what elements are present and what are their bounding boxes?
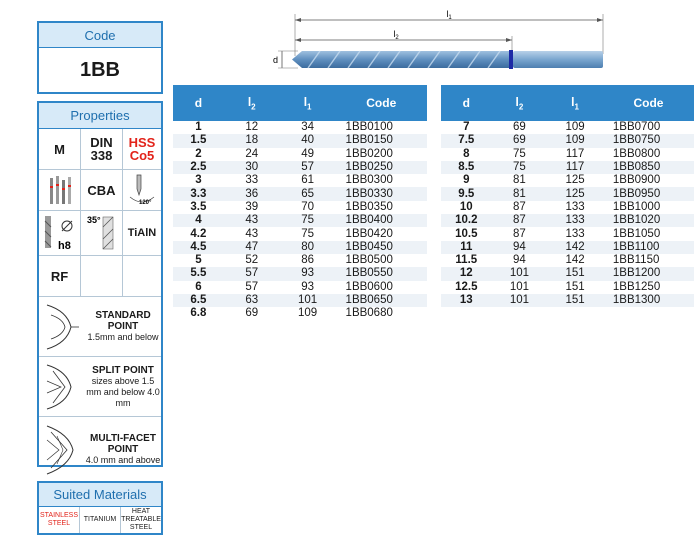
cell-code: 1BB0550 xyxy=(336,267,427,280)
header-l1: $l_1$ xyxy=(280,85,336,121)
drill-set-cell xyxy=(39,170,81,211)
point-angle-cell xyxy=(123,170,161,211)
header-code: Code xyxy=(336,85,427,121)
table-row xyxy=(441,174,694,187)
cell-flute-length: 39 xyxy=(245,200,259,213)
cell-diameter: 6.8 xyxy=(190,307,207,320)
table-row xyxy=(173,281,427,294)
cell-overall-length: 75 xyxy=(280,214,336,227)
cell-diameter: 10.2 xyxy=(441,214,492,227)
split-point-icon xyxy=(41,361,85,413)
cell-overall-length: 117 xyxy=(547,161,603,174)
cell-overall-length: 86 xyxy=(301,254,314,267)
table-row xyxy=(173,227,427,240)
cell-overall-length: 93 xyxy=(301,280,314,293)
cell-diameter: 4 xyxy=(173,214,224,227)
cell-flute-length: 75 xyxy=(513,147,526,160)
cell-overall-length: 34 xyxy=(301,121,314,134)
header-code: Code xyxy=(603,85,694,121)
cell-flute-length: 33 xyxy=(245,174,259,187)
cell-code: 1BB0450 xyxy=(336,241,427,254)
standard-point-row xyxy=(39,297,161,357)
cell-code: 1BB1300 xyxy=(603,294,694,307)
cell-diameter: 4.2 xyxy=(190,227,207,240)
table-row xyxy=(441,281,694,294)
table-row xyxy=(441,227,694,240)
cell-flute-length: 47 xyxy=(224,241,280,254)
cell-code: 1BB1100 xyxy=(603,241,694,254)
cell-flute-length: 101 xyxy=(492,267,548,280)
cell-code: 1BB0350 xyxy=(345,200,393,213)
cell-code: 1BB0950 xyxy=(603,187,694,200)
cell-flute-length: 101 xyxy=(509,280,530,293)
cell-overall-length: 93 xyxy=(280,267,336,280)
cell-diameter: 9 xyxy=(463,174,470,187)
cell-code: 1BB1000 xyxy=(612,200,661,213)
cell-flute-length: 36 xyxy=(224,187,280,200)
m-cell xyxy=(39,129,81,170)
tolerance-cell xyxy=(39,211,81,256)
code-panel-title: Code xyxy=(39,23,161,48)
l1-label: $l_1$ xyxy=(446,9,452,21)
hss-label: HSS xyxy=(128,135,156,150)
cell-diameter: 11 xyxy=(441,241,492,254)
code-panel xyxy=(37,21,163,94)
split-point-title: SPLIT POINT xyxy=(92,364,154,376)
cell-diameter: 3.3 xyxy=(173,187,224,200)
properties-grid xyxy=(39,129,161,297)
multi-facet-point-row xyxy=(39,417,161,482)
cell-overall-length: 75 xyxy=(301,227,314,240)
cell-flute-length: 94 xyxy=(492,241,548,254)
table-row xyxy=(173,134,427,147)
cell-flute-length: 101 xyxy=(492,294,548,307)
properties-title: Properties xyxy=(39,103,161,129)
cell-diameter: 6 xyxy=(195,280,202,293)
cell-overall-length: 133 xyxy=(565,227,585,240)
cell-flute-length: 52 xyxy=(245,254,259,267)
table-row xyxy=(173,307,427,320)
cell-diameter: 7.5 xyxy=(441,134,492,147)
table-row xyxy=(173,241,427,254)
cell-overall-length: 109 xyxy=(565,121,585,134)
cell-code: 1BB0100 xyxy=(345,121,393,134)
drill-set-icon xyxy=(47,174,73,206)
cell-code: 1BB0750 xyxy=(603,134,694,147)
cell-code: 1BB1150 xyxy=(612,254,660,267)
cell-code: 1BB0850 xyxy=(603,161,694,174)
cell-flute-length: 87 xyxy=(513,227,526,240)
cell-diameter: 10.5 xyxy=(455,227,478,240)
split-point-desc: sizes above 1.5 mm and below 4.0 mm xyxy=(86,375,160,408)
point-angle-icon xyxy=(127,173,157,207)
cell-flute-length: 57 xyxy=(224,267,280,280)
rf-label: RF xyxy=(50,268,69,284)
table-row xyxy=(173,121,427,134)
multi-facet-point-desc: 4.0 mm and above xyxy=(85,455,161,465)
din-cell xyxy=(81,129,123,170)
helix-angle-icon xyxy=(85,213,119,253)
cell-diameter: 13 xyxy=(441,294,492,307)
cell-code: 1BB0900 xyxy=(612,174,661,187)
cell-flute-length: 43 xyxy=(245,227,259,240)
l2-label: $l_2$ xyxy=(393,29,399,41)
helix-angle-cell xyxy=(81,211,123,256)
header-l2: $l_2$ xyxy=(492,85,548,121)
cell-flute-length: 69 xyxy=(245,307,259,320)
cell-overall-length: 151 xyxy=(547,294,603,307)
cell-flute-length: 69 xyxy=(513,121,526,134)
cell-diameter: 6.5 xyxy=(173,294,224,307)
cell-diameter: 12 xyxy=(441,267,492,280)
cell-flute-length: 87 xyxy=(492,214,548,227)
d-label: d xyxy=(273,55,279,65)
cell-flute-length: 30 xyxy=(224,161,280,174)
cell-overall-length: 70 xyxy=(301,200,314,213)
din-label: DIN xyxy=(90,135,113,150)
cell-diameter: 1 xyxy=(195,121,202,134)
cell-overall-length: 101 xyxy=(280,294,336,307)
cell-diameter: 1.5 xyxy=(173,134,224,147)
material-titanium: TITANIUM xyxy=(80,507,121,533)
cell-diameter: 4.5 xyxy=(173,241,224,254)
table-row xyxy=(441,294,694,307)
cell-overall-length: 80 xyxy=(280,241,336,254)
cell-code: 1BB1250 xyxy=(612,280,661,293)
cell-overall-length: 40 xyxy=(280,134,336,147)
cell-diameter: 8 xyxy=(463,147,470,160)
cell-code: 1BB0300 xyxy=(345,174,393,187)
cell-code: 1BB0330 xyxy=(336,187,427,200)
cell-code: 1BB1200 xyxy=(603,267,694,280)
cell-overall-length: 142 xyxy=(565,254,585,267)
cell-diameter: 2 xyxy=(195,147,202,160)
cba-label: CBA xyxy=(87,182,116,198)
svg-text:h8: h8 xyxy=(57,240,71,252)
cell-overall-length: 57 xyxy=(280,161,336,174)
header-d: d xyxy=(173,85,224,121)
table-row xyxy=(173,267,427,280)
cell-flute-length: 87 xyxy=(513,200,526,213)
hss-cell xyxy=(123,129,161,170)
cell-code: 1BB0700 xyxy=(612,121,661,134)
m-label: M xyxy=(54,141,65,157)
standard-point-title: STANDARD POINT xyxy=(95,310,151,332)
cell-flute-length: 43 xyxy=(224,214,280,227)
table-header-row xyxy=(441,85,694,121)
multi-facet-point-icon xyxy=(41,422,85,478)
cell-code: 1BB0680 xyxy=(345,307,393,320)
standard-point-icon xyxy=(41,301,85,353)
cell-code: 1BB0250 xyxy=(336,161,427,174)
co5-label: Co5 xyxy=(129,148,155,163)
cell-diameter: 9.5 xyxy=(441,187,492,200)
cell-code: 1BB1020 xyxy=(603,214,694,227)
coating-label: TiAlN xyxy=(127,227,157,239)
cell-diameter: 2.5 xyxy=(173,161,224,174)
table-row xyxy=(441,214,694,227)
table-header-row xyxy=(173,85,427,121)
split-point-row xyxy=(39,357,161,417)
cell-overall-length: 151 xyxy=(547,267,603,280)
cell-flute-length: 24 xyxy=(245,147,259,160)
table-row xyxy=(173,201,427,214)
empty-cell-2 xyxy=(123,256,161,297)
table-row xyxy=(441,148,694,161)
table-row xyxy=(173,294,427,307)
properties-panel xyxy=(37,101,163,467)
product-code: 1BB xyxy=(79,59,120,81)
cell-diameter: 8.5 xyxy=(441,161,492,174)
standard-point-desc: 1.5mm and below xyxy=(87,332,159,342)
table-row xyxy=(441,187,694,200)
cell-flute-length: 81 xyxy=(513,174,526,187)
cell-code: 1BB0650 xyxy=(336,294,427,307)
table-row xyxy=(173,161,427,174)
cell-diameter: 7 xyxy=(463,121,470,134)
cell-overall-length: 109 xyxy=(298,307,318,320)
cell-flute-length: 75 xyxy=(492,161,548,174)
diameter-tolerance-icon xyxy=(41,213,79,253)
cell-overall-length: 61 xyxy=(301,174,314,187)
multi-facet-point-title: MULTI-FACET POINT xyxy=(90,433,156,455)
cell-flute-length: 69 xyxy=(492,134,548,147)
cell-overall-length: 133 xyxy=(565,200,585,213)
cell-flute-length: 94 xyxy=(513,254,526,267)
cell-diameter: 3 xyxy=(195,174,202,187)
cell-diameter: 3.5 xyxy=(190,200,207,213)
cell-overall-length: 133 xyxy=(547,214,603,227)
cell-code: 1BB0400 xyxy=(336,214,427,227)
empty-cell-1 xyxy=(81,256,123,297)
material-heat-treatable-steel: HEAT TREATABLE STEEL xyxy=(121,508,161,531)
header-d: d xyxy=(441,85,492,121)
material-stainless-steel: STAINLESS STEEL xyxy=(39,507,80,533)
cell-flute-length: 12 xyxy=(245,121,259,134)
table-row xyxy=(441,134,694,147)
cell-flute-length: 81 xyxy=(492,187,548,200)
cell-overall-length: 125 xyxy=(547,187,603,200)
cell-diameter: 5.5 xyxy=(173,267,224,280)
table-row xyxy=(173,187,427,200)
svg-text:120°: 120° xyxy=(139,200,152,206)
din-number: 338 xyxy=(90,148,113,163)
header-l2: $l_2$ xyxy=(224,85,280,121)
cell-overall-length: 49 xyxy=(301,147,314,160)
cell-overall-length: 65 xyxy=(280,187,336,200)
suited-materials-title: Suited Materials xyxy=(39,483,161,507)
table-row xyxy=(173,214,427,227)
table-row xyxy=(441,121,694,134)
cell-flute-length: 18 xyxy=(224,134,280,147)
rf-cell xyxy=(39,256,81,297)
cell-diameter: 10 xyxy=(459,200,473,213)
cell-overall-length: 151 xyxy=(565,280,585,293)
table-row xyxy=(441,161,694,174)
cell-diameter: 5 xyxy=(195,254,202,267)
header-l1: $l_1$ xyxy=(547,85,603,121)
drill-dimension-diagram xyxy=(268,6,613,78)
dimensions-table-left xyxy=(173,85,427,320)
cell-code: 1BB0600 xyxy=(345,280,393,293)
table-row xyxy=(173,148,427,161)
cell-overall-length: 142 xyxy=(547,241,603,254)
cell-overall-length: 117 xyxy=(565,147,585,160)
cell-code: 1BB0420 xyxy=(345,227,393,240)
table-row xyxy=(173,254,427,267)
svg-text:35°: 35° xyxy=(86,215,101,225)
cell-flute-length: 63 xyxy=(224,294,280,307)
table-row xyxy=(441,201,694,214)
cell-diameter: 11.5 xyxy=(455,254,478,267)
cell-code: 1BB1050 xyxy=(612,227,661,240)
cell-code: 1BB0200 xyxy=(345,147,393,160)
cell-overall-length: 109 xyxy=(547,134,603,147)
dimensions-table-right xyxy=(441,85,694,307)
cell-code: 1BB0800 xyxy=(612,147,661,160)
cell-flute-length: 57 xyxy=(245,280,259,293)
materials-row xyxy=(39,507,161,533)
cell-diameter: 12.5 xyxy=(455,280,478,293)
cell-overall-length: 125 xyxy=(565,174,585,187)
coating-cell xyxy=(123,211,161,256)
suited-materials-panel xyxy=(37,481,163,535)
cell-code: 1BB0500 xyxy=(345,254,393,267)
cba-cell xyxy=(81,170,123,211)
table-row xyxy=(441,267,694,280)
table-row xyxy=(173,174,427,187)
table-row xyxy=(441,254,694,267)
cell-code: 1BB0150 xyxy=(336,134,427,147)
table-row xyxy=(441,241,694,254)
